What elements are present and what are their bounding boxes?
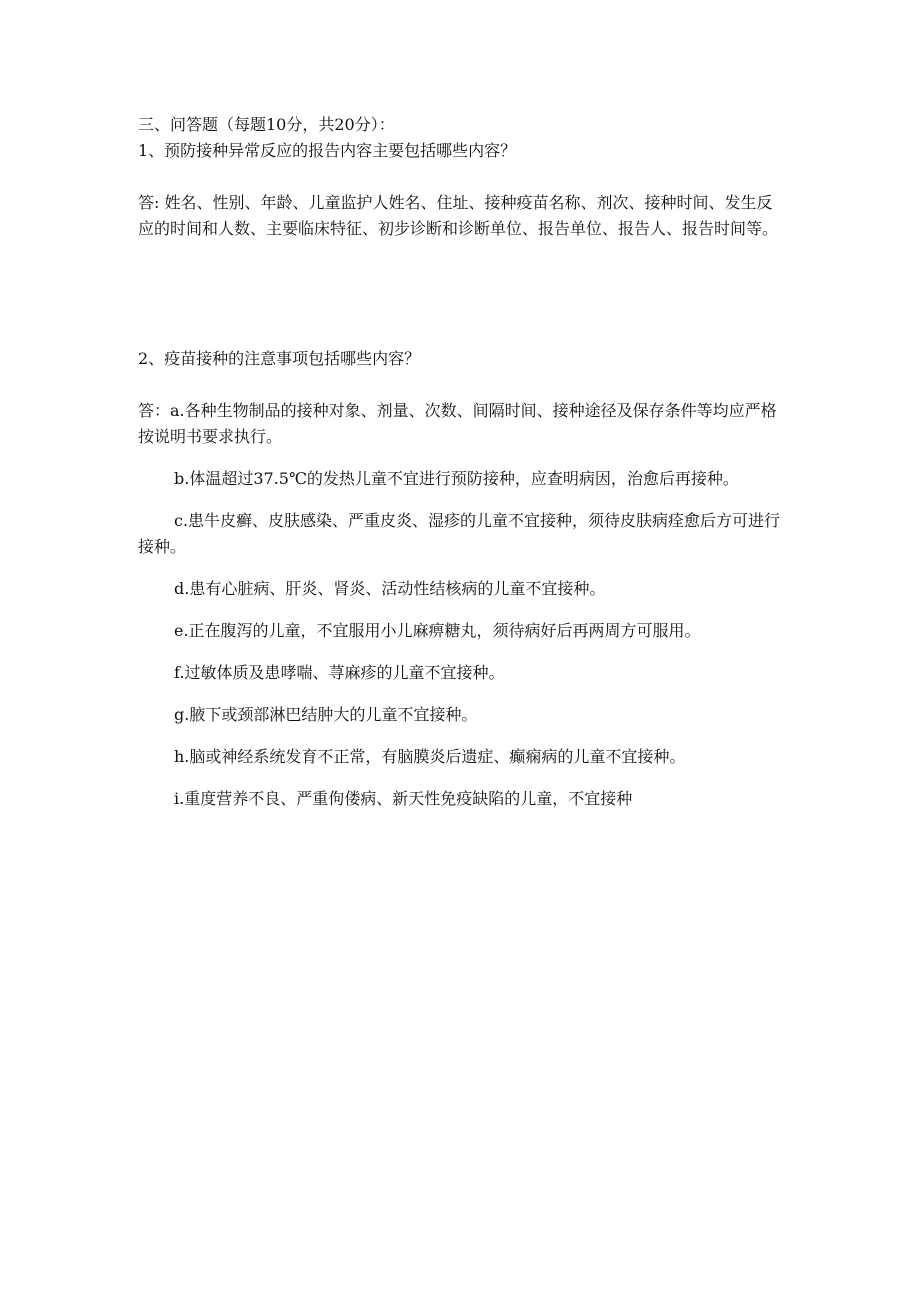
answer-2-item-c: c.患牛皮癣、皮肤感染、严重皮炎、湿疹的儿童不宜接种，须待皮肤病痊愈后方可进行接种。: [138, 511, 781, 556]
question-2: 2、疫苗接种的注意事项包括哪些内容？: [138, 349, 421, 368]
answer-2-item-d: d.患有心脏病、肝炎、肾炎、活动性结核病的儿童不宜接种。: [174, 579, 606, 598]
answer-2-item-a: 答：a.各种生物制品的接种对象、剂量、次数、间隔时间、接种途径及保存条件等均应严格按说明书要求执行。: [138, 401, 777, 446]
answer-2-item-e: e.正在腹泻的儿童，不宜服用小儿麻痹糖丸，须待病好后再两周方可服用。: [174, 621, 701, 640]
spacer: [138, 242, 788, 320]
answer-2-item-h: h.脑或神经系统发育不正常，有脑膜炎后遗症、癫痫病的儿童不宜接种。: [174, 747, 686, 766]
section-title: 三、问答题（每题10分，共20分）：: [138, 115, 395, 134]
answer-1: 答: 姓名、性别、年龄、儿童监护人姓名、住址、接种疫苗名称、剂次、接种时间、发生反应的时间和人数、主要临床特征、初步诊断和诊断单位、报告单位、报告人、报告时间等。: [138, 193, 779, 238]
answer-2-item-b: b.体温超过37.5℃的发热儿童不宜进行预防接种，应查明病因，治愈后再接种。: [174, 469, 739, 488]
answer-2-item-f: f.过敏体质及患哮喘、荨麻疹的儿童不宜接种。: [174, 663, 505, 682]
question-1: 1、预防接种异常反应的报告内容主要包括哪些内容？: [138, 141, 517, 160]
spacer: [138, 320, 788, 346]
document-body: [138, 112, 788, 828]
spacer: [138, 164, 788, 190]
answer-2-item-g: g.腋下或颈部淋巴结肿大的儿童不宜接种。: [174, 705, 478, 724]
answer-2-item-i: i.重度营养不良、严重佝偻病、新天性免疫缺陷的儿童，不宜接种: [174, 789, 633, 808]
spacer: [138, 372, 788, 398]
